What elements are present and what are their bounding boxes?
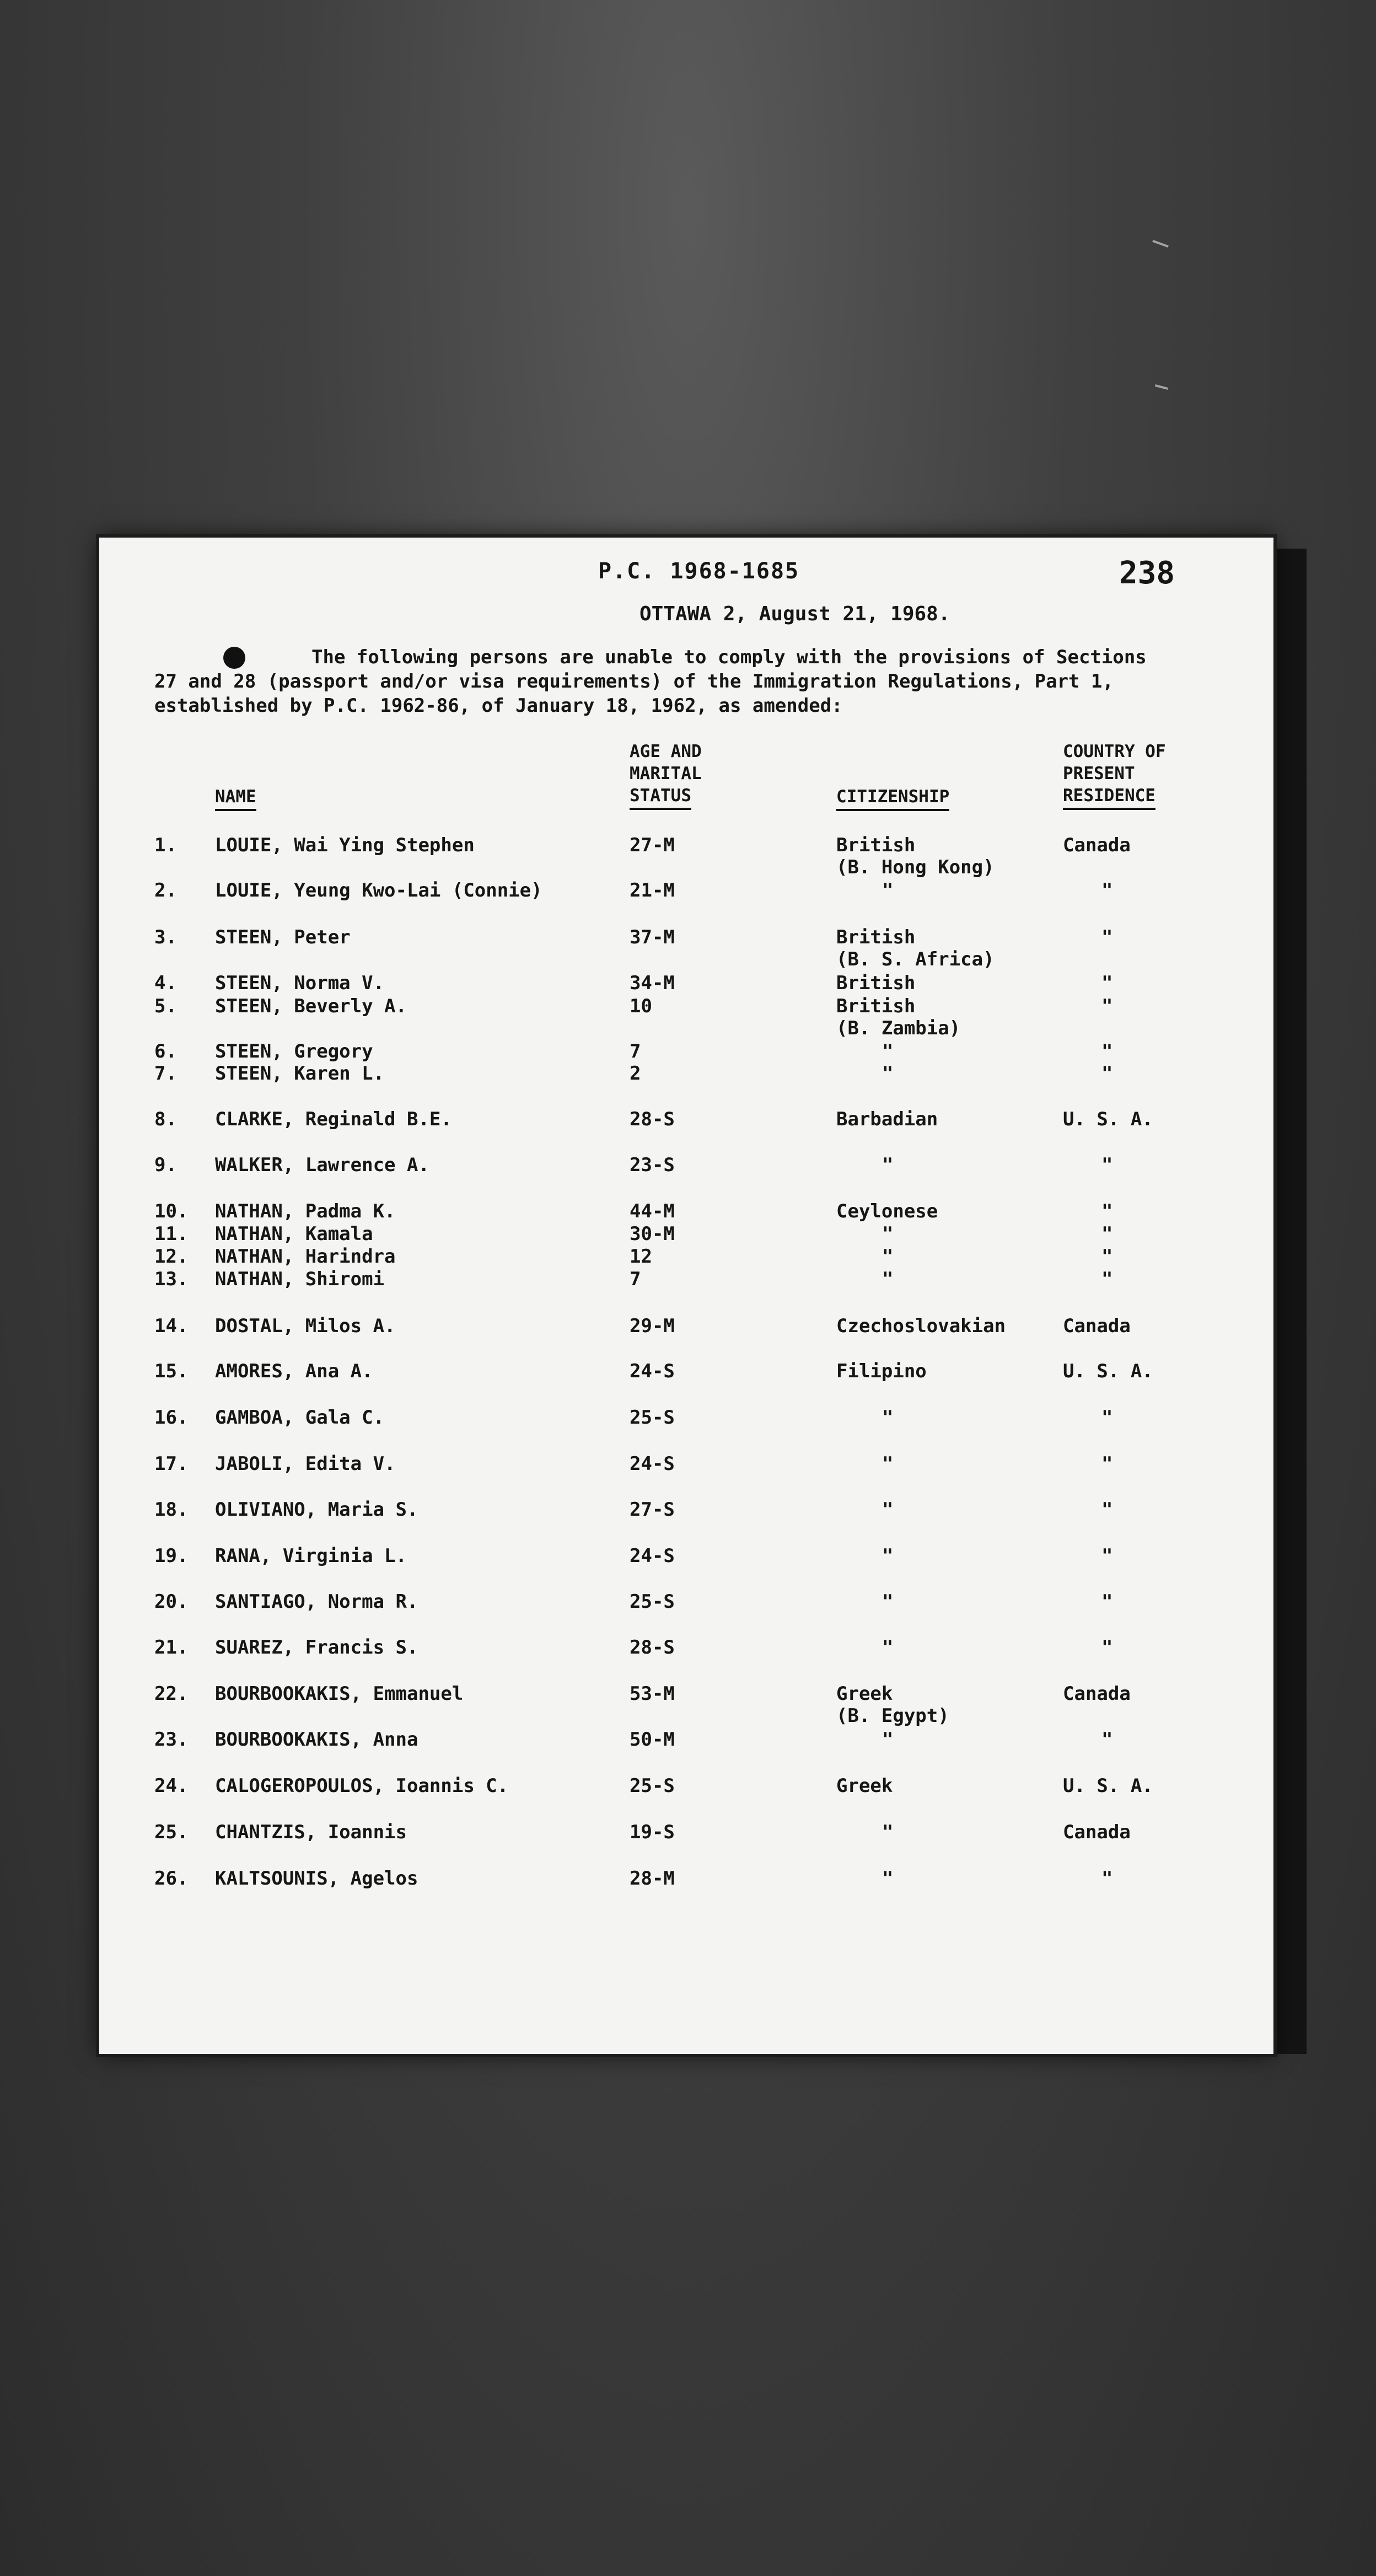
- age-status: 25-S: [630, 1775, 675, 1797]
- citizenship: ": [882, 1821, 894, 1843]
- row-number: 25.: [154, 1821, 189, 1843]
- table-row: [99, 1453, 1273, 1477]
- person-name: DOSTAL, Milos A.: [215, 1315, 396, 1337]
- row-number: 8.: [154, 1108, 177, 1130]
- citizenship: ": [882, 1062, 894, 1085]
- age-status: 23-S: [630, 1154, 675, 1176]
- citizenship: Ceylonese: [836, 1200, 938, 1222]
- residence: ": [1101, 1223, 1113, 1245]
- person-name: NATHAN, Padma K.: [215, 1200, 396, 1222]
- citizenship: British: [836, 995, 916, 1017]
- residence: Canada: [1063, 1683, 1131, 1705]
- intro-line: 27 and 28 (passport and/or visa requirements) of the Immigration Regulations, Part 1,: [154, 670, 1114, 693]
- table-row: [99, 1154, 1273, 1178]
- row-number: 20.: [154, 1591, 189, 1613]
- table-row: [99, 1360, 1273, 1384]
- citizenship: ": [882, 1729, 894, 1751]
- person-name: JABOLI, Edita V.: [215, 1453, 396, 1475]
- order-number: P.C. 1968-1685: [598, 559, 800, 584]
- residence: ": [1101, 1040, 1113, 1062]
- table-row: [99, 1040, 1273, 1065]
- scan-streak: [1155, 384, 1168, 390]
- row-number: 19.: [154, 1545, 189, 1567]
- row-number: 1.: [154, 834, 177, 856]
- table-row: [99, 879, 1273, 904]
- person-name: LOUIE, Wai Ying Stephen: [215, 834, 475, 856]
- table-row: [99, 1775, 1273, 1799]
- birthplace: (B. Zambia): [836, 1017, 961, 1039]
- age-status: 27-S: [630, 1499, 675, 1521]
- table-row: [99, 1268, 1273, 1292]
- table-row: [99, 1062, 1273, 1087]
- person-name: NATHAN, Shiromi: [215, 1268, 385, 1290]
- age-status: 2: [630, 1062, 641, 1085]
- table-row: [99, 1591, 1273, 1615]
- residence: ": [1101, 1591, 1113, 1613]
- location-date: OTTAWA 2, August 21, 1968.: [639, 603, 950, 625]
- age-status: 7: [630, 1268, 641, 1290]
- citizenship: ": [882, 1246, 894, 1268]
- age-status: 37-M: [630, 926, 675, 948]
- age-status: 50-M: [630, 1729, 675, 1751]
- person-name: CALOGEROPOULOS, Ioannis C.: [215, 1775, 509, 1797]
- residence: U. S. A.: [1063, 1775, 1153, 1797]
- age-status: 28-M: [630, 1867, 675, 1890]
- residence: ": [1101, 1729, 1113, 1751]
- row-number: 21.: [154, 1636, 189, 1659]
- table-row: [99, 926, 1273, 970]
- person-name: OLIVIANO, Maria S.: [215, 1499, 418, 1521]
- page-shadow: [1273, 549, 1307, 2054]
- row-number: 12.: [154, 1246, 189, 1268]
- residence: ": [1101, 1200, 1113, 1222]
- birthplace: (B. Egypt): [836, 1705, 949, 1727]
- citizenship: ": [882, 1867, 894, 1890]
- citizenship: ": [882, 1545, 894, 1567]
- residence: ": [1101, 1062, 1113, 1085]
- citizenship: Greek: [836, 1775, 893, 1797]
- person-name: WALKER, Lawrence A.: [215, 1154, 429, 1176]
- person-name: CHANTZIS, Ioannis: [215, 1821, 407, 1843]
- row-number: 6.: [154, 1040, 177, 1062]
- age-status: 34-M: [630, 972, 675, 994]
- age-status: 21-M: [630, 879, 675, 901]
- page-number: 238: [1119, 555, 1175, 591]
- residence: ": [1101, 1154, 1113, 1176]
- table-row: [99, 972, 1273, 996]
- person-name: STEEN, Gregory: [215, 1040, 373, 1062]
- row-number: 11.: [154, 1223, 189, 1245]
- residence: Canada: [1063, 834, 1131, 856]
- citizenship: ": [882, 1407, 894, 1429]
- scan-streak: [1152, 240, 1169, 248]
- citizenship: Filipino: [836, 1360, 927, 1382]
- citizenship: ": [882, 1223, 894, 1245]
- age-status: 24-S: [630, 1453, 675, 1475]
- citizenship: ": [882, 1591, 894, 1613]
- residence: U. S. A.: [1063, 1108, 1153, 1130]
- row-number: 14.: [154, 1315, 189, 1337]
- person-name: SUAREZ, Francis S.: [215, 1636, 418, 1659]
- residence: ": [1101, 972, 1113, 994]
- column-header-age: AGE AND MARITAL STATUS: [630, 740, 702, 810]
- citizenship: Barbadian: [836, 1108, 938, 1130]
- person-name: GAMBOA, Gala C.: [215, 1407, 385, 1429]
- birthplace: (B. S. Africa): [836, 948, 995, 970]
- citizenship: Czechoslovakian: [836, 1315, 1006, 1337]
- residence: ": [1101, 1453, 1113, 1475]
- row-number: 2.: [154, 879, 177, 901]
- person-name: AMORES, Ana A.: [215, 1360, 373, 1382]
- residence: ": [1101, 995, 1113, 1017]
- residence: ": [1101, 926, 1113, 948]
- row-number: 7.: [154, 1062, 177, 1085]
- residence: ": [1101, 879, 1113, 901]
- row-number: 3.: [154, 926, 177, 948]
- citizenship: ": [882, 1636, 894, 1659]
- row-number: 26.: [154, 1867, 189, 1890]
- residence: ": [1101, 1246, 1113, 1268]
- residence: ": [1101, 1407, 1113, 1429]
- citizenship: British: [836, 834, 916, 856]
- residence: Canada: [1063, 1821, 1131, 1843]
- table-row: [99, 1729, 1273, 1753]
- person-name: NATHAN, Harindra: [215, 1246, 396, 1268]
- row-number: 22.: [154, 1683, 189, 1705]
- table-row: [99, 995, 1273, 1039]
- residence: U. S. A.: [1063, 1360, 1153, 1382]
- age-status: 19-S: [630, 1821, 675, 1843]
- row-number: 24.: [154, 1775, 189, 1797]
- age-status: 10: [630, 995, 652, 1017]
- person-name: KALTSOUNIS, Agelos: [215, 1867, 418, 1890]
- residence: ": [1101, 1499, 1113, 1521]
- person-name: SANTIAGO, Norma R.: [215, 1591, 418, 1613]
- age-status: 24-S: [630, 1360, 675, 1382]
- table-row: [99, 1246, 1273, 1270]
- table-row: [99, 1499, 1273, 1523]
- residence: ": [1101, 1636, 1113, 1659]
- age-status: 25-S: [630, 1591, 675, 1613]
- citizenship: Greek: [836, 1683, 893, 1705]
- table-row: [99, 1636, 1273, 1661]
- row-number: 9.: [154, 1154, 177, 1176]
- table-row: [99, 1108, 1273, 1133]
- table-row: [99, 1407, 1273, 1431]
- age-status: 12: [630, 1246, 652, 1268]
- column-header-residence: COUNTRY OF PRESENT RESIDENCE: [1063, 740, 1166, 810]
- age-status: 28-S: [630, 1108, 675, 1130]
- column-header-citizenship: CITIZENSHIP: [836, 786, 949, 811]
- document-page: [99, 538, 1273, 2054]
- citizenship: British: [836, 972, 916, 994]
- person-name: STEEN, Beverly A.: [215, 995, 407, 1017]
- person-name: RANA, Virginia L.: [215, 1545, 407, 1567]
- row-number: 23.: [154, 1729, 189, 1751]
- age-status: 25-S: [630, 1407, 675, 1429]
- age-status: 44-M: [630, 1200, 675, 1222]
- citizenship: ": [882, 1453, 894, 1475]
- table-row: [99, 1821, 1273, 1845]
- residence: Canada: [1063, 1315, 1131, 1337]
- person-name: STEEN, Norma V.: [215, 972, 385, 994]
- person-name: BOURBOOKAKIS, Anna: [215, 1729, 418, 1751]
- row-number: 4.: [154, 972, 177, 994]
- intro-line: The following persons are unable to comply with the provisions of Sections: [311, 646, 1147, 668]
- birthplace: (B. Hong Kong): [836, 856, 995, 878]
- age-status: 29-M: [630, 1315, 675, 1337]
- row-number: 13.: [154, 1268, 189, 1290]
- intro-paragraph: [154, 645, 1218, 718]
- person-name: NATHAN, Kamala: [215, 1223, 373, 1245]
- citizenship: ": [882, 1040, 894, 1062]
- citizenship: British: [836, 926, 916, 948]
- residence: ": [1101, 1268, 1113, 1290]
- age-status: 24-S: [630, 1545, 675, 1567]
- table-row: [99, 1683, 1273, 1727]
- row-number: 16.: [154, 1407, 189, 1429]
- table-row: [99, 1867, 1273, 1892]
- residence: ": [1101, 1545, 1113, 1567]
- table-row: [99, 1200, 1273, 1225]
- table-row: [99, 834, 1273, 878]
- age-status: 53-M: [630, 1683, 675, 1705]
- citizenship: ": [882, 1499, 894, 1521]
- person-name: CLARKE, Reginald B.E.: [215, 1108, 452, 1130]
- person-name: LOUIE, Yeung Kwo-Lai (Connie): [215, 879, 542, 901]
- person-name: BOURBOOKAKIS, Emmanuel: [215, 1683, 464, 1705]
- row-number: 15.: [154, 1360, 189, 1382]
- citizenship: ": [882, 879, 894, 901]
- residence: ": [1101, 1867, 1113, 1890]
- table-row: [99, 1223, 1273, 1247]
- row-number: 18.: [154, 1499, 189, 1521]
- citizenship: ": [882, 1268, 894, 1290]
- age-status: 30-M: [630, 1223, 675, 1245]
- table-row: [99, 1315, 1273, 1339]
- person-name: STEEN, Peter: [215, 926, 351, 948]
- person-name: STEEN, Karen L.: [215, 1062, 385, 1085]
- row-number: 17.: [154, 1453, 189, 1475]
- age-status: 27-M: [630, 834, 675, 856]
- row-number: 5.: [154, 995, 177, 1017]
- age-status: 28-S: [630, 1636, 675, 1659]
- row-number: 10.: [154, 1200, 189, 1222]
- citizenship: ": [882, 1154, 894, 1176]
- age-status: 7: [630, 1040, 641, 1062]
- intro-line: established by P.C. 1962-86, of January 18, 1962, as amended:: [154, 695, 843, 717]
- table-row: [99, 1545, 1273, 1569]
- column-header-name: NAME: [215, 786, 256, 811]
